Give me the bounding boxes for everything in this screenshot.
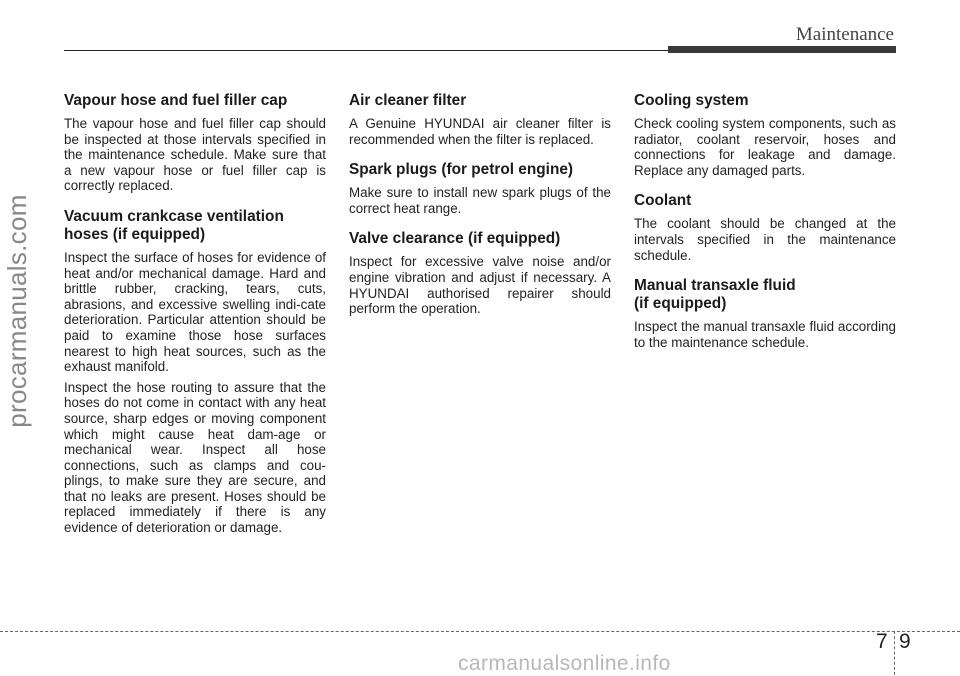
page-number: 9 xyxy=(899,630,911,653)
section-manual-transaxle-fluid xyxy=(634,277,896,350)
section-coolant xyxy=(634,192,896,263)
section-paragraph: Check cooling system components, such as radiator, coolant reservoir, hoses and connections for leakage and damage. Replace any damaged parts. xyxy=(634,116,896,178)
column-1 xyxy=(64,92,326,550)
section-heading: Coolant xyxy=(634,192,692,210)
section-heading: Air cleaner filter xyxy=(349,92,467,109)
header-title: Maintenance xyxy=(795,24,894,45)
section-heading: Valve clearance (if equipped) xyxy=(349,230,561,248)
section-paragraph: The vapour hose and fuel filler cap should be inspected at those intervals specified in the maintenance schedule. Make sure that a new vapour hose or fuel filler cap is correctly replaced. xyxy=(64,116,326,194)
section-paragraph: Inspect the hose routing to assure that the hoses do not come in contact with any heat source, sharp edges or moving component which might cause heat dam-age or mechanical wear. Inspect all hose connections, such as clamps and cou-plings, to make sure they are secure, and that no leaks are present. Hoses should be replaced immediately if there is any evidence of deterioration or damage. xyxy=(64,379,326,536)
section-paragraph: The coolant should be changed at the intervals specified in the maintenance schedule. xyxy=(634,216,896,263)
side-watermark: procarmanuals.com xyxy=(2,194,32,428)
section-heading: Vapour hose and fuel filler cap xyxy=(64,92,288,109)
section-paragraph: Inspect the manual transaxle fluid according to the maintenance schedule. xyxy=(634,319,896,350)
section-spark-plugs xyxy=(349,161,611,216)
footer-divider xyxy=(0,631,960,632)
section-crankcase-ventilation xyxy=(64,208,326,536)
header-rule xyxy=(64,50,670,51)
section-heading: Vacuum crankcase ventilation hoses (if equipped) xyxy=(64,207,284,243)
column-2 xyxy=(349,92,611,331)
section-heading: Cooling system xyxy=(634,92,749,109)
section-vapour-hose xyxy=(64,92,326,194)
section-paragraph: Make sure to install new spark plugs of the correct heat range. xyxy=(349,185,611,216)
page-number-separator xyxy=(894,631,895,675)
section-paragraph: Inspect for excessive valve noise and/or engine vibration and adjust if necessary. A HYUNDAI authorised repairer should perform the operation. xyxy=(349,254,611,317)
bottom-watermark: carmanualsonline.info xyxy=(458,652,671,675)
section-air-cleaner xyxy=(349,92,611,147)
section-heading: Manual transaxle fluid (if equipped) xyxy=(634,277,796,313)
section-cooling-system xyxy=(634,92,896,178)
header-rule-accent xyxy=(668,46,896,53)
section-paragraph: A Genuine HYUNDAI air cleaner filter is recommended when the filter is replaced. xyxy=(349,116,611,147)
section-heading: Spark plugs (for petrol engine) xyxy=(349,161,574,179)
section-valve-clearance xyxy=(349,230,611,316)
page-chapter-number: 7 xyxy=(876,630,888,653)
column-3 xyxy=(634,92,896,364)
section-paragraph: Inspect the surface of hoses for evidence of heat and/or mechanical damage. Hard and brittle rubber, cracking, tears, cuts, abrasions, and excessive swelling indi-cate deterioration. Particular attention should be paid to examine those hose surfaces nearest to high heat sources, such as the exhaust manifold. xyxy=(64,249,326,375)
